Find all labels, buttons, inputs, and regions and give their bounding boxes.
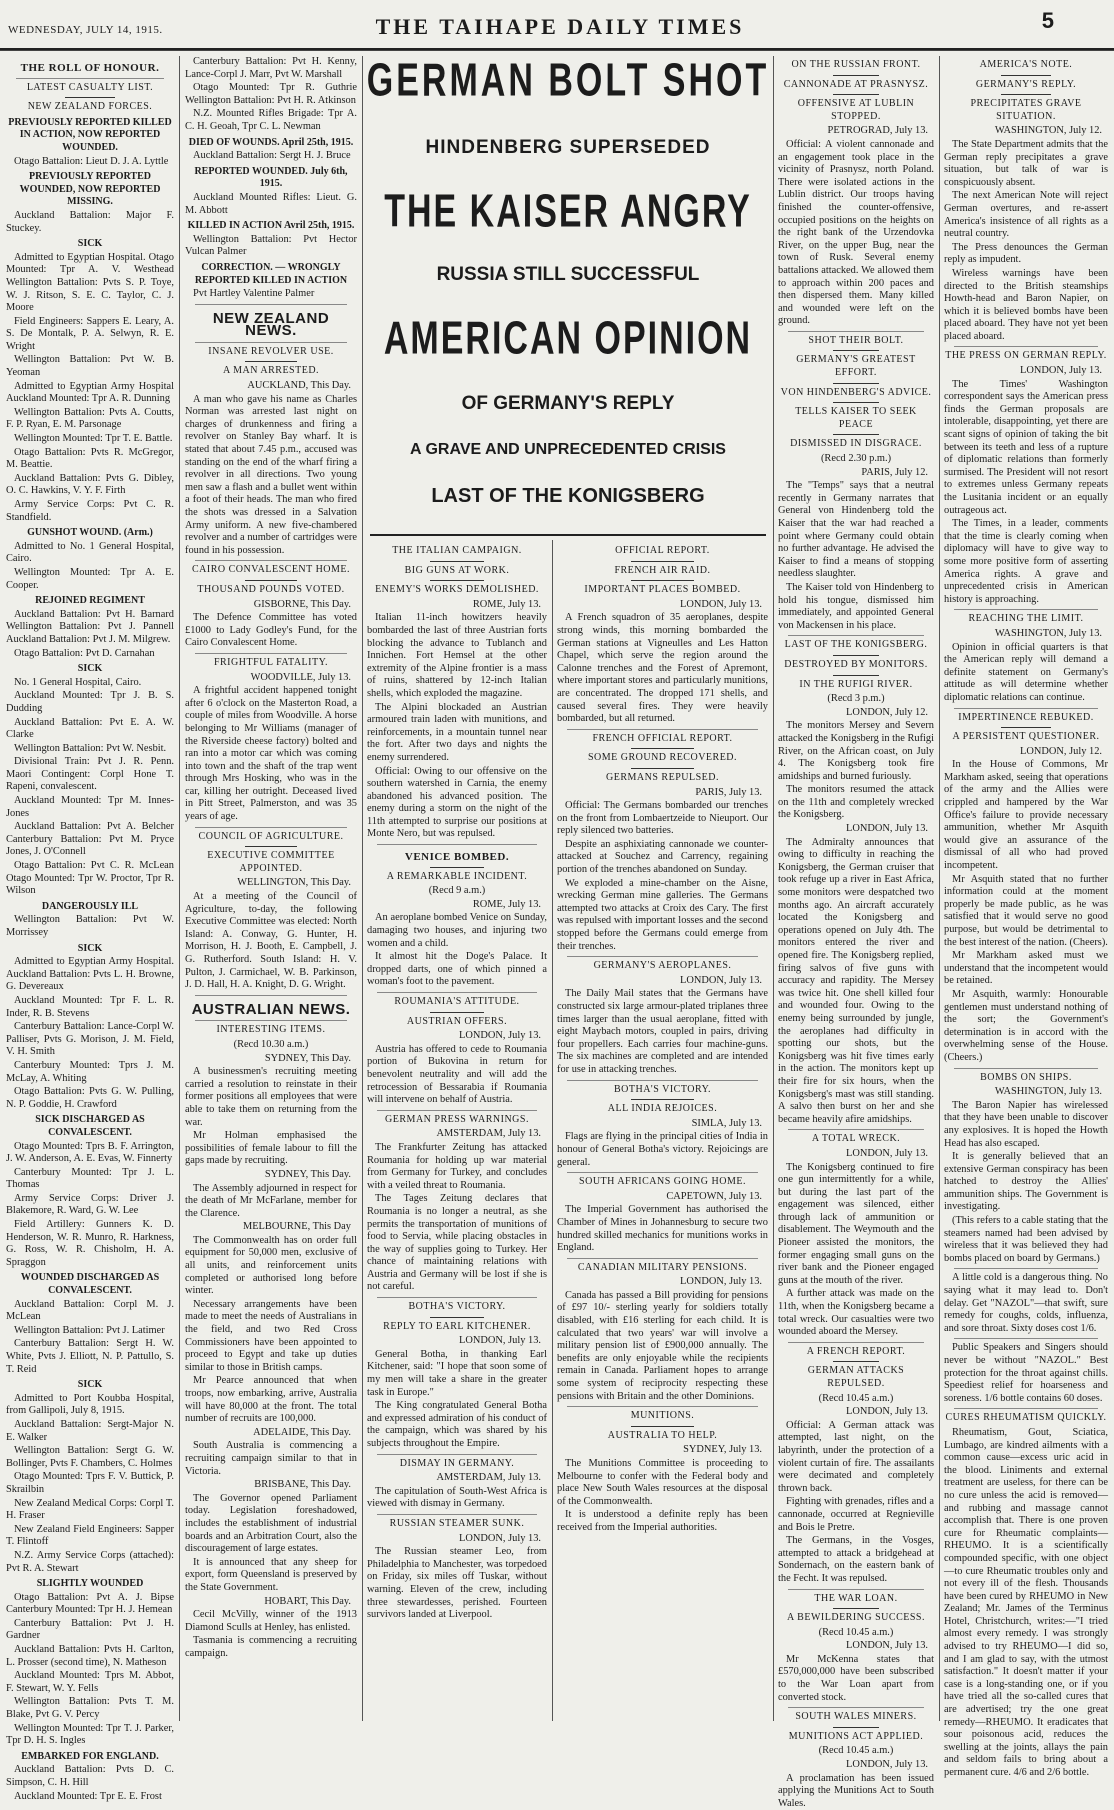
- headline-deck: A GRAVE AND UNPRECEDENTED CRISIS: [410, 441, 726, 458]
- article-paragraph: It almost hit the Doge's Palace. It dropped darts, one of which pinned a woman's foot to the pavement.: [367, 951, 547, 988]
- casualty-entry: Wellington Battalion: Pvt W. Morrissey: [6, 914, 174, 938]
- article-paragraph: Opinion in official quarters is that the American reply will demand a definite statement on Germany's attitude as will determine whether diplomatic relations can continue.: [944, 641, 1108, 703]
- casualty-entry: Divisional Train: Pvt J. R. Penn. Maori Contingent: Corpl Hone T. Rapeni, convalescent.: [6, 756, 174, 793]
- casualty-entry: Wellington Battalion: Pvts A. Coutts, F. P. Ryan, E. M. Parsonage: [6, 406, 174, 431]
- casualty-category: SICK DISCHARGED AS CONVALESCENT.: [35, 1114, 145, 1138]
- article-paragraph: It is announced that any sheep for export, form Queensland is preserved by the State Government.: [185, 1556, 357, 1593]
- casualty-category: REJOINED REGIMENT: [35, 595, 145, 607]
- article-paragraph: The Admiralty announces that owing to difficulty in reaching the Konigsberg, the German cruiser that took refuge up a river in East Africa, some monitors were despatched two months ago. An aircraft accurately located the Konigsberg and operations opened on July 4th. The monitors entered the river and opened fire. The Konigsberg replied, firing salvos of five guns with accuracy and rapidity. The Mersey was twice hit. One shell killed four and wounded four. Owing to the enemy being surrounded by jungle, the aeroplanes had difficulty in spotting our shots, but the Konigsberg was hit five times early in the action. The monitors kept up their fire for six hours, when the Konigsberg's mast was still standing. A salvo then burst on her and she became heavily afire amidships.: [778, 836, 934, 1125]
- article-paragraph: Mr Markham asked must we understand that the incompetent would be retained.: [944, 950, 1108, 987]
- casualty-entry: Wellington Mounted: Tpr A. E. Cooper.: [6, 566, 174, 591]
- casualty-entry: Admitted to Egyptian Army Hospital Auckland Mounted: Tpr A. R. Dunning: [6, 380, 174, 405]
- article-paragraph: South Australia is commencing a recruiting campaign similar to that in Victoria.: [185, 1440, 357, 1477]
- article-paragraph: The Munitions Committee is proceeding to Melbourne to confer with the Federal body and place New South Wales resources at the disposal of the Commonwealth.: [557, 1458, 768, 1507]
- casualty-entry: Canterbury Battalion: Pvt H. Kenny, Lance-Corpl J. Marr, Pvt W. Marshall: [185, 56, 357, 80]
- article-paragraph: The Russian steamer Leo, from Philadelphia to Manchester, was torpedoed on Friday, six miles off Tuskar, without warning. Eleven of the crew, including three stewardesses, perished. Fourteen survivors landed at Liverpool.: [367, 1546, 547, 1621]
- dateline: ADELAIDE, This Day.: [253, 1426, 351, 1438]
- main-headline-block: [362, 56, 774, 508]
- article-subheading: AUSTRALIA TO HELP.: [607, 1429, 718, 1441]
- casualty-entry: New Zealand Medical Corps: Corpl T. H. Fraser: [6, 1497, 174, 1522]
- casualty-entry: Otago Battalion: Pvts G. W. Pulling, N. P. Goddie, H. Crawford: [6, 1086, 174, 1110]
- casualty-category: SICK: [77, 1379, 103, 1391]
- dateline: PARIS, July 12.: [861, 466, 928, 478]
- article-subheading: CANNONADE AT PRASNYSZ.: [783, 78, 929, 90]
- dateline: PETROGRAD, July 13.: [827, 125, 928, 137]
- article-heading: BOMBS ON SHIPS.: [980, 1071, 1072, 1083]
- casualty-entry: Auckland Mounted: Tpr J. B. S. Dudding: [6, 690, 174, 714]
- article-heading: A TOTAL WRECK.: [811, 1133, 901, 1145]
- article-heading: ON THE RUSSIAN FRONT.: [791, 59, 921, 70]
- article-paragraph: Official: The Germans bombarded our trenches on the front from Lombaertzeide to Nieuport. Our reply silenced two batteries.: [557, 800, 768, 837]
- column-americas-note: [944, 56, 1108, 1778]
- article-paragraph: The Assembly adjourned in respect for the death of Mr McFarlane, member for the Clarence.: [185, 1182, 357, 1219]
- article-heading: COUNCIL OF AGRICULTURE.: [198, 830, 344, 842]
- article-paragraph: Despite an asphixiating cannonade we counter-attacked at Souchez and Carrency, regaining portion of the trenches abandoned on Sunday.: [557, 838, 768, 876]
- article-heading: LAST OF THE KONIGSBERG.: [784, 639, 928, 651]
- article-subheading: EXECUTIVE COMMITTEE APPOINTED.: [207, 850, 335, 874]
- article-paragraph: (This refers to a cable stating that the steamers named had been advised by wireless that it was believed they had bombs placed on board by Germans.): [944, 1215, 1108, 1264]
- article-paragraph: The Kaiser told von Hindenberg to hold his tongue, dismissed him immediately, and appointed General von Mackensen in his place.: [778, 581, 934, 631]
- casualty-entry: Auckland Battalion: Pvt E. A. W. Clarke: [6, 716, 174, 741]
- dateline: ROME, July 13.: [472, 898, 541, 910]
- dateline: AUCKLAND, This Day.: [247, 380, 351, 392]
- casualty-entry: Canterbury Battalion: Pvt J. H. Gardner: [6, 1617, 174, 1642]
- article-paragraph: The State Department admits that the German reply precipitates a grave situation, but talk of war is conspicuously absent.: [944, 138, 1108, 188]
- dateline: AMSTERDAM, July 13.: [436, 1472, 541, 1484]
- article-paragraph: Italian 11-inch howitzers heavily bombarded the last of three Austrian forts blocking the advance to Tublanch and Innichen. Fort Hemsel at the other extremity of the Alpine frontier is a mass of ruins, shattered by 12-inch Italian shells, which exploded the magazine.: [367, 612, 547, 699]
- column-russian-front: [778, 56, 934, 1809]
- casualty-entry: Otago Mounted: Tpr R. Guthrie Wellington Battalion: Pvt H. R. Atkinson: [185, 82, 357, 106]
- newspaper-title: THE TAIHAPE DAILY TIMES: [375, 14, 745, 39]
- casualty-entry: Army Service Corps: Pvt C. R. Standfield.: [6, 499, 174, 523]
- masthead-rule: [0, 50, 1114, 51]
- article-subheading: DESTROYED BY MONITORS.: [784, 658, 928, 670]
- casualty-entry: New Zealand Field Engineers: Sapper T. Flintoff: [6, 1523, 174, 1548]
- casualty-entry: Canterbury Mounted: Tprs J. M. McLay, A. Whiting: [6, 1059, 174, 1084]
- article-heading: CAIRO CONVALESCENT HOME.: [191, 564, 351, 576]
- received-time: (Recd 10.45 a.m.): [818, 1745, 894, 1757]
- casualty-category: GUNSHOT WOUND. (Arm.): [27, 527, 153, 539]
- casualty-entry: Pvt Hartley Valentine Palmer: [193, 288, 315, 300]
- article-heading: BOTHA'S VICTORY.: [613, 1083, 712, 1095]
- casualty-entry: Wellington Battalion: Pvt Hector Vulcan Palmer: [185, 233, 357, 258]
- article-heading: ROUMANIA'S ATTITUDE.: [394, 996, 520, 1007]
- casualty-entry: Auckland Mounted: Tprs M. Abbot, F. Stewart, W. Y. Fells: [6, 1670, 174, 1694]
- article-paragraph: At a meeting of the Council of Agriculture, to-day, the following Executive Committee was elected: North Island: A. Conway, G. Hunter, H. Morrison, H. J. Booth, E. Campbell, J. G. Rutherford. South Island: H. V. Pulton, J. Carmichael, W. B. Parkinson, J. D. Hall, H. A. Knight, D. G. Wright.: [185, 891, 357, 991]
- casualty-entry: Army Service Corps: Driver J. Blakemore, R. Ward, G. W. Lee: [6, 1192, 174, 1217]
- casualty-entry: Wellington Battalion: Sergt G. W. Bollinger, Pvts F. Chambers, C. Holmes: [6, 1445, 174, 1469]
- article-subheading: PRECIPITATES GRAVE SITUATION.: [970, 98, 1082, 122]
- casualty-entry: Wellington Battalion: Pvt J. Latimer: [14, 1324, 165, 1336]
- headline-deck: RUSSIA STILL SUCCESSFUL: [436, 264, 700, 285]
- casualty-entry: Auckland Battalion: Pvts D. C. Simpson, C. H. Hill: [6, 1764, 174, 1788]
- page-number: 5: [1041, 8, 1054, 33]
- article-paragraph: In the House of Commons, Mr Markham asked, seeing that operations of the army and the Allies were crippled and hampered by the War Office's failure to provide necessary ammunition, whether Mr Asquith would give an assurance of the dismissal of all who had proved incompetent.: [944, 759, 1108, 872]
- dateline: LONDON, July 12.: [846, 706, 928, 718]
- article-heading: THE ITALIAN CAMPAIGN.: [392, 545, 522, 556]
- article-paragraph: General Botha, in thanking Earl Kitchener, said: "I hope that soon some of my men will take a share in the greater task in Europe.": [367, 1348, 547, 1398]
- casualty-entry: No. 1 General Hospital, Cairo.: [14, 676, 142, 688]
- article-heading: AMERICA'S NOTE.: [979, 59, 1073, 70]
- dateline: LONDON, July 13.: [680, 974, 762, 986]
- article-subheading: FRENCH AIR RAID.: [614, 564, 711, 576]
- casualty-entry: Canterbury Mounted: Tpr J. L. Thomas: [6, 1166, 174, 1191]
- dateline: LONDON, July 13.: [459, 1030, 541, 1042]
- advertisement-heading: CURES RHEUMATISM QUICKLY.: [945, 1412, 1107, 1424]
- casualty-entry: Otago Battalion: Pvt C. R. McLean Otago Mounted: Tpr W. Proctor, Tpr R. Wilson: [6, 860, 174, 897]
- headline-deck: LAST OF THE KONIGSBERG: [431, 485, 705, 507]
- article-paragraph: Official: Owing to our offensive on the southern watershed in Carnia, the enemy abandoned his advanced position. The enemy during a storm on the night of the 11th attempted to surprise our positions at Monte Nero, but was repulsed.: [367, 765, 547, 840]
- casualty-category: SICK: [77, 663, 103, 675]
- article-paragraph: The Frankfurter Zeitung has attacked Roumania for holding up war material from Germany for Turkey, and concludes with a veiled threat to Roumania.: [367, 1141, 547, 1191]
- casualty-entry: N.Z. Army Service Corps (attached): Pvt R. A. Stewart: [6, 1549, 174, 1574]
- casualty-category: KILLED IN ACTION Avril 25th, 1915.: [187, 220, 355, 232]
- article-heading: FRENCH OFFICIAL REPORT.: [592, 732, 733, 744]
- dateline: LONDON, July 13.: [1020, 365, 1102, 377]
- dateline: LONDON, July 13.: [846, 823, 928, 835]
- casualty-entry: Wellington Battalion: Pvts T. M. Blake, Pvt G. V. Percy: [6, 1696, 174, 1721]
- dateline: LONDON, July 13.: [846, 1406, 928, 1418]
- article-heading: INSANE REVOLVER USE.: [208, 345, 334, 357]
- article-paragraph: The Alpini blockaded an Austrian armoured train laden with munitions, and reinforcements, in a mountain tunnel near the fort. After two days and nights the enemy surrendered.: [367, 701, 547, 763]
- dateline: LONDON, July 13.: [680, 1276, 762, 1288]
- article-paragraph: The Press denounces the German reply as impudent.: [944, 241, 1108, 266]
- dateline: SYDNEY, This Day.: [264, 1052, 351, 1064]
- article-subheading: A PERSISTENT QUESTIONER.: [952, 731, 1100, 743]
- headline-main: AMERICAN OPINION: [383, 313, 753, 365]
- article-subheading: INTERESTING ITEMS.: [216, 1024, 326, 1036]
- casualty-entry: Otago Battalion: Lieut D. J. A. Lyttle: [14, 155, 169, 167]
- casualty-category: EMBARKED FOR ENGLAND.: [21, 1750, 159, 1762]
- received-time: (Recd 10.45 a.m.): [818, 1626, 894, 1638]
- article-paragraph: Mr McKenna states that £570,000,000 have been subscribed to the War Loan apart from converted stock.: [778, 1653, 934, 1703]
- article-heading: SOUTH WALES MINERS.: [795, 1711, 917, 1723]
- casualty-entry: Auckland Battalion: Pvt A. Belcher Canterbury Battalion: Pvt M. Pryce Jones, J. O'Connell: [6, 821, 174, 858]
- casualty-category: CORRECTION. — WRONGLY REPORTED KILLED IN ACTION: [194, 261, 348, 286]
- casualty-entry: Wellington Mounted: Tpr T. J. Parker, Tpr D. H. S. Ingles: [6, 1722, 174, 1747]
- section-heading: AUSTRALIAN NEWS.: [191, 1000, 351, 1018]
- article-subheading: THOUSAND POUNDS VOTED.: [197, 583, 345, 595]
- dateline: WASHINGTON, July 13.: [994, 1086, 1102, 1098]
- dateline: LONDON, July 13.: [846, 1640, 928, 1652]
- casualty-category: DANGEROUSLY ILL: [41, 900, 139, 912]
- advertisement: Public Speakers and Singers should never be without "NAZOL." Best protection for the throat against chills. Speediest relief for hoarseness and soreness. 1/6 bottle contains 60 doses.: [944, 1342, 1108, 1404]
- article-paragraph: The Imperial Government has authorised the Chamber of Mines in Johannesburg to secure two hundred skilled mechanics for munitions works in England.: [557, 1204, 768, 1254]
- dateline: HOBART, This Day.: [264, 1595, 351, 1607]
- dateline: LONDON, July 13.: [846, 1759, 928, 1771]
- article-subheading: ALL INDIA REJOICES.: [607, 1103, 718, 1115]
- casualty-category: SICK: [77, 238, 103, 250]
- article-subheading: SOME GROUND RECOVERED.: [587, 752, 738, 764]
- dateline: WASHINGTON, July 13.: [994, 627, 1102, 639]
- article-subheading: TELLS KAISER TO SEEK PEACE: [795, 406, 917, 430]
- issue-date: WEDNESDAY, JULY 14, 1915.: [8, 24, 163, 36]
- article-subheading: BIG GUNS AT WORK.: [404, 564, 510, 576]
- article-paragraph: The Daily Mail states that the Germans have constructed six large armour-plated triplanes three times larger than the usual aeroplane, fitted with eight Maybach motors, coupled in pairs, driving four propellers. Each carries four machine-guns. The six machines are completed and are intended for use in attacking trenches.: [557, 988, 768, 1075]
- dateline: PARIS, July 13.: [695, 786, 762, 798]
- article-paragraph: A French squadron of 35 aeroplanes, despite strong winds, this morning bombarded the German stations at Vigneulles and Les Hatton Chapel, which serve the region around the Calonne trenches and the Forest of Apremont, where important stores and particularly munitions, are concentrated. The dropped 171 shells, and caused several fires. They were heavily bombarded, but all returned.: [557, 612, 768, 725]
- article-heading: DISMAY IN GERMANY.: [399, 1457, 515, 1469]
- casualty-category: PREVIOUSLY REPORTED WOUNDED, NOW REPORTED MISSING.: [19, 171, 161, 208]
- dateline: SIMLA, July 13.: [691, 1117, 762, 1129]
- article-paragraph: Tasmania is commencing a recruiting campaign.: [185, 1635, 357, 1659]
- article-paragraph: We exploded a mine-chamber on the Aisne, wrecking German mine galleries. The Germans attempted two attacks at Croix des Cary. The first was repulsed with important losses and the second stopped before the Germans could emerge from their trenches.: [557, 877, 768, 952]
- casualty-entry: Field Engineers: Sappers E. Leary, A. S. De Montalk, P. A. Selwyn, R. E. Wright: [6, 315, 174, 352]
- article-heading: SHOT THEIR BOLT.: [808, 334, 904, 346]
- article-paragraph: Official: A German attack was attempted, last night, on the labyrinth, under the protection of a violent curtain of fire. The assailants were decimated and completely thrown back.: [778, 1419, 934, 1494]
- casualty-category: REPORTED WOUNDED. July 6th, 1915.: [194, 165, 348, 190]
- article-paragraph: Mr Holman emphasised the possibilities of female labour to fill the gaps made by recruiting.: [185, 1130, 357, 1167]
- casualty-entry: Admitted to Port Koubba Hospital, from Gallipoli, July 8, 1915.: [6, 1392, 174, 1417]
- masthead: [0, 0, 1114, 50]
- article-paragraph: The "Temps" says that a neutral recently in Germany narrates that General von Hindenberg told the Kaiser that the war had reached a point where Germany could obtain no further advantage. He advised the Kaiser to find a means of stopping needless slaughter.: [778, 480, 934, 580]
- article-paragraph: A man who gave his name as Charles Norman was arrested last night on charges of drunkenness and firing a revolver on Stanley Bay wharf. It is stated that about 7.45 p.m., accused was standing on the end of the wharf firing a revolver in all directions. Two young men saw a flash and a bullet went within a foot of their heads. The man who fired the shots was dressed in a Salvation Army uniform. A new five-chambered revolver and a number of cartridges were found in his possession.: [185, 393, 357, 556]
- article-heading: MUNITIONS.: [630, 1410, 695, 1422]
- article-heading: OFFICIAL REPORT.: [615, 545, 710, 556]
- article-heading: REACHING THE LIMIT.: [968, 613, 1084, 625]
- article-paragraph: The King congratulated General Botha and expressed admiration of his conduct of the campaign, which was shared by his subjects throughout the Empire.: [367, 1400, 547, 1449]
- article-paragraph: An aeroplane bombed Venice on Sunday, damaging two houses, and injuring two women and a child.: [367, 912, 547, 949]
- article-paragraph: Canada has passed a Bill providing for pensions of £97 10/- sterling yearly for soldiers totally disabled, with £16 sterling for each child. It is calculated that two years' war will involve a military pension list of £900,000 annually. The benefits are only enjoyable while the recipients remain in Canada. Parliament hopes to arrange some system of reciprocity respecting these pensions with Britain and the other Dominions.: [557, 1289, 768, 1402]
- article-paragraph: The capitulation of South-West Africa is viewed with dismay in Germany.: [367, 1485, 547, 1510]
- casualty-category: PREVIOUSLY REPORTED KILLED IN ACTION, NOW REPORTED WOUNDED.: [8, 116, 172, 153]
- article-heading: FRIGHTFUL FATALITY.: [213, 656, 329, 668]
- casualty-entry: Field Artillery: Gunners K. D. Henderson, W. R. Munro, R. Harkness, G. Ross, W. R. Chisholm, H. A. Spraggon: [6, 1219, 174, 1268]
- article-paragraph: The Governor opened Parliament today. Legislation foreshadowed, includes the establishment of industrial boards and an Arbitration Court, also the discouragement of large estates.: [185, 1492, 357, 1555]
- casualty-entry: Otago Battalion: Pvt D. Carnahan: [14, 647, 155, 659]
- column-new-zealand-news: [185, 56, 357, 1721]
- column-rule: [939, 56, 940, 1721]
- casualty-entry: Wellington Battalion: Pvt W. Nesbit.: [14, 742, 167, 754]
- article-subheading: GERMANY'S GREATEST EFFORT.: [796, 354, 916, 379]
- article-paragraph: Flags are flying in the principal cities of India in honour of General Botha's victory. Rejoicings are general.: [557, 1131, 768, 1168]
- dateline: AMSTERDAM, July 13.: [436, 1128, 541, 1140]
- casualty-entry: Wellington Battalion: Pvt W. B. Yeoman: [6, 354, 174, 379]
- casualty-entry: N.Z. Mounted Rifles Brigade: Tpr A. C. H. Geoah, Tpr C. L. Newman: [185, 108, 357, 132]
- article-paragraph: The Defence Committee has voted £1000 to Lady Godley's Fund, for the Cairo Convalescent Home.: [185, 612, 357, 649]
- article-subheading: GERMANS REPULSED.: [606, 771, 719, 783]
- dateline: WOODVILLE, July 13.: [250, 671, 351, 683]
- casualty-entry: Auckland Battalion: Pvt H. Barnard Wellington Battalion: Pvt J. Pannell Auckland Battalion: Pvt J. M. Milgrew.: [6, 608, 174, 645]
- dateline: MELBOURNE, This Day: [242, 1221, 351, 1233]
- dateline: SYDNEY, July 13.: [683, 1444, 762, 1456]
- article-paragraph: The Times, in a leader, comments that the time is clearly coming when diplomacy will have to give way to some more positive form of asserting America rights. A grave and unprecedented crisis in American history is approaching.: [944, 518, 1108, 605]
- article-subheading: NEW ZEALAND FORCES.: [27, 101, 153, 113]
- article-paragraph: Official: A violent cannonade and an engagement took place in the vicinity of Prasnysz, north Poland. There were isolated actions in the Lublin district. Our troops having finished the counter-offensive, occupied positions on the heights on the right bank of the Urzendovka River, on the upper Bug, near the town of Rusk. Several enemy battalions attacked. We allowed them to approach within 200 paces and then dispersed them. Many killed and wounded were left on the ground.: [778, 138, 934, 327]
- article-heading: VENICE BOMBED.: [404, 851, 510, 864]
- dateline: LONDON, July 13.: [459, 1335, 541, 1347]
- article-paragraph: Mr Asquith stated that no further information could at the moment properly be made public, as he was satisfied that it would serve no good purpose, but would be detrimental to the best interest of the nation. (Cheers).: [944, 873, 1108, 948]
- casualty-entry: Auckland Mounted: Tpr M. Innes-Jones: [6, 795, 174, 819]
- casualty-entry: Auckland Mounted: Tpr F. L. R. Inder, R. B. Stevens: [6, 994, 174, 1019]
- article-paragraph: Mr Pearce announced that when troops, now embarking, arrive, Australia will have 80,000 at the front. The total number of recruits are 100,000.: [185, 1375, 357, 1425]
- article-paragraph: The monitors Mersey and Severn attacked the Konigsberg in the Rufigi River, on the African coast, on July 4. The Konigsberg took fire amidships and burned furiously.: [778, 720, 934, 782]
- casualty-category: WOUNDED DISCHARGED AS CONVALESCENT.: [20, 1272, 160, 1297]
- casualty-entry: Otago Mounted: Tprs F. V. Buttick, P. Skrailbin: [6, 1471, 174, 1495]
- casualty-entry: Auckland Battalion: Pvts H. Carlton, L. Prosser (second time), N. Matheson: [6, 1644, 174, 1668]
- dateline: ROME, July 13.: [472, 598, 541, 610]
- received-time: (Recd 10.30 a.m.): [233, 1038, 309, 1050]
- article-subheading: IN THE RUFIGI RIVER.: [799, 678, 913, 690]
- dateline: LONDON, July 12.: [1020, 745, 1102, 757]
- article-paragraph: It is generally believed that an extensive German conspiracy has been hatched to destroy the Allies' ammunition ships. The Government is investigating.: [944, 1151, 1108, 1213]
- casualty-entry: Canterbury Battalion: Sergt H. W. White, Pvts J. Elliott, N. P. Pattullo, S. T. Reid: [6, 1338, 174, 1375]
- casualty-entry: Auckland Battalion: Corpl M. J. McLean: [6, 1298, 174, 1323]
- article-paragraph: Necessary arrangements have been made to meet the needs of Australians in the field, and two Red Cross Commissioners have been appointed to proceed to Egypt and take up duties similar to those in British camps.: [185, 1298, 357, 1373]
- article-paragraph: A further attack was made on the 11th, when the Konigsberg became a total wreck. Our casualties were two wounded aboard the Mersey.: [778, 1288, 934, 1338]
- article-paragraph: It is understood a definite reply has been received from the Imperial authorities.: [557, 1509, 768, 1533]
- dateline: SYDNEY, This Day.: [264, 1168, 351, 1180]
- article-paragraph: The Baron Napier has wirelessed that they have been unable to discover any explosives. It is hoped the Howth Head has also escaped.: [944, 1099, 1108, 1149]
- casualty-category: SLIGHTLY WOUNDED: [36, 1578, 144, 1590]
- dateline: GISBORNE, This Day.: [253, 598, 351, 610]
- column-roll-of-honour: [6, 56, 174, 1802]
- article-paragraph: A proclamation has been issued applying the Munitions Act to South Wales.: [778, 1772, 934, 1809]
- article-heading: GERMANY'S AEROPLANES.: [593, 960, 732, 972]
- column-rule: [179, 56, 180, 1721]
- article-paragraph: The Germans, in the Vosges, attempted to attack a bridgehead at Sondernach, on the eastern bank of the Fecht. It was repulsed.: [778, 1535, 934, 1584]
- article-paragraph: Cecil McVilly, winner of the 1913 Diamond Sculls at Henley, has enlisted.: [185, 1609, 357, 1633]
- article-heading: GERMAN PRESS WARNINGS.: [385, 1113, 529, 1125]
- casualty-entry: Admitted to Egyptian Army Hospital. Auckland Battalion: Pvts L. H. Browne, G. Devereaux: [6, 956, 174, 993]
- casualty-entry: Auckland Mounted Rifles: Lieut. G. M. Abbott: [185, 191, 357, 216]
- received-time: (Recd 2.30 p.m.): [820, 453, 892, 465]
- article-paragraph: Austria has offered to cede to Roumania portion of Bukovina in return for benevolent neutrality and will add the retrocession of Bessarabia if Roumania will intervene on behalf of Austria.: [367, 1043, 547, 1106]
- article-subheading: DISMISSED IN DISGRACE.: [790, 438, 922, 450]
- casualty-entry: Admitted to No. 1 General Hospital, Cairo.: [6, 540, 174, 565]
- advertisement: A little cold is a dangerous thing. No saying what it may lead to. Don't delay. Get "NAZOL"—that swift, sure remedy for coughs, colds, influenza, and sore throat. Sixty doses cost 1/6.: [944, 1272, 1108, 1334]
- article-paragraph: Mr Asquith, warmly: Honourable gentlemen must understand nothing of the sort; the Government's determination is in accord with the overwhelming sense of the House. (Cheers.): [944, 988, 1108, 1063]
- received-time: (Recd 10.45 a.m.): [818, 1392, 894, 1404]
- article-subheading: OFFENSIVE AT LUBLIN STOPPED.: [797, 98, 915, 122]
- section-heading: NEW ZEALAND NEWS.: [212, 309, 330, 340]
- article-heading: THE ROLL OF HONOUR.: [20, 62, 160, 74]
- dateline: WASHINGTON, July 12.: [994, 125, 1102, 137]
- column-italian-campaign: [367, 542, 547, 1721]
- article-heading: IMPERTINENCE REBUKED.: [958, 711, 1094, 723]
- casualty-entry: Wellington Mounted: Tpr T. E. Battle.: [14, 433, 173, 445]
- received-time: (Recd 3 p.m.): [827, 693, 885, 705]
- casualty-entry: Auckland Battalion: Major F. Stuckey.: [6, 209, 174, 234]
- article-subheading: IMPORTANT PLACES BOMBED.: [584, 584, 741, 596]
- column-rule: [552, 540, 553, 1721]
- casualty-category: DIED OF WOUNDS. April 25th, 1915.: [188, 136, 354, 148]
- dateline: CAPETOWN, July 13.: [666, 1190, 762, 1202]
- casualty-entry: Otago Battalion: Pvt A. J. Bipse Canterbury Mounted: Tpr H. J. Hemean: [6, 1591, 174, 1616]
- received-time: (Recd 9 a.m.): [428, 885, 486, 897]
- dateline: WELLINGTON, This Day.: [237, 877, 351, 889]
- casualty-entry: Canterbury Battalion: Lance-Corpl W. Palliser, Pvts G. Morison, J. M. Field, V. H. Smith: [6, 1021, 174, 1058]
- casualty-category: SICK: [77, 942, 103, 954]
- article-subheading: A REMARKABLE INCIDENT.: [386, 870, 528, 882]
- article-heading: RUSSIAN STEAMER SUNK.: [389, 1517, 525, 1529]
- article-subheading: VON HINDENBERG'S ADVICE.: [780, 386, 932, 398]
- article-paragraph: The monitors resumed the attack on the 11th and completely wrecked the Konigsberg.: [778, 784, 934, 821]
- article-heading: CANADIAN MILITARY PENSIONS.: [577, 1261, 748, 1273]
- casualty-entry: Admitted to Egyptian Hospital. Otago Mounted: Tpr A. V. Westhead Wellington Battalion: Pvts S. P. Toye, W. J. Ritson, S. E. C. Taylor, C. J. Moore: [6, 251, 174, 314]
- article-heading: THE WAR LOAN.: [814, 1592, 898, 1604]
- article-subheading: REPLY TO EARL KITCHENER.: [383, 1320, 531, 1332]
- article-paragraph: Fighting with grenades, rifles and a cannonade, occurred at Regnieville and Bois le Pretre.: [778, 1496, 934, 1533]
- article-subheading: MUNITIONS ACT APPLIED.: [788, 1730, 924, 1742]
- casualty-entry: Otago Mounted: Tprs B. F. Arrington, J. W. Anderson, A. E. Evas, W. Finnerty: [6, 1140, 174, 1165]
- article-heading: SOUTH AFRICANS GOING HOME.: [579, 1176, 746, 1188]
- article-subheading: ENEMY'S WORKS DEMOLISHED.: [375, 584, 539, 596]
- casualty-entry: Auckland Battalion: Sergt H. J. Bruce: [193, 150, 351, 162]
- headline-main: GERMAN BOLT SHOT: [366, 55, 770, 107]
- dateline: LONDON, July 13.: [846, 1147, 928, 1159]
- casualty-entry: Auckland Battalion: Pvts G. Dibley, O. C. Hawkins, V. Y. F. Firth: [6, 472, 174, 497]
- article-subheading: GERMAN ATTACKS REPULSED.: [807, 1365, 905, 1389]
- casualty-entry: Auckland Mounted: Tpr E. E. Frost: [14, 1790, 162, 1802]
- dateline: LONDON, July 13.: [459, 1532, 541, 1544]
- article-subheading: GERMANY'S REPLY.: [975, 78, 1077, 90]
- article-paragraph: Wireless warnings have been directed to the British steamships Howth-head and Baron Napier, on which it is believed bombs have been placed aboard. They have not yet been placed aboard.: [944, 267, 1108, 342]
- article-subheading: LATEST CASUALTY LIST.: [26, 81, 154, 93]
- column-official-report: [557, 542, 768, 1721]
- article-paragraph: The Times' Washington correspondent says the American press finds the German proposals are intolerable, disappointing, yet there are scant signs of opinion of taking the bit between its teeth and less of a rupture of diplomatic relations than formerly surmised. The President will not resort to extremes unless Germany repeats the Lusitania incident or an equally outrageous act.: [944, 378, 1108, 516]
- article-subheading: AUSTRIAN OFFERS.: [406, 1015, 508, 1027]
- article-paragraph: The next American Note will reject German overtures, and re-assert America's insistence of all rights as a neutral country.: [944, 190, 1108, 240]
- casualty-entry: Auckland Battalion: Sergt-Major N. E. Walker: [6, 1418, 174, 1443]
- casualty-entry: Otago Battalion: Pvts R. McGregor, M. Beattie.: [6, 446, 174, 471]
- dateline: BRISBANE, This Day.: [254, 1479, 351, 1491]
- dateline: LONDON, July 13.: [680, 598, 762, 610]
- headline-deck: OF GERMANY'S REPLY: [461, 393, 675, 414]
- article-heading: A FRENCH REPORT.: [806, 1345, 906, 1357]
- article-subheading: A MAN ARRESTED.: [222, 365, 320, 377]
- advertisement: Rheumatism, Gout, Sciatica, Lumbago, are kindred ailments with a common cause—excess uric acid in the blood. Liniments and external treatment are useless, for there can be no cure unless the acid is removed—and rubbing and massage cannot accomplish that. There is one proven cure for Rheumatic complaints—RHEUMO. It is a scientifically compounded specific, with one object—to cure Rheumatic troubles only and not every ill of the flesh. Thousands have been cured by RHEUMO in New Zealand; Mr. James of the Terminus Hotel, Christchurch, writes:—"I tried almost every remedy. I was strongly advised to try RHEUMO—I did so, and I am glad to say, with the utmost satisfaction." It doesn't matter if your case is a long-standing one, or if you have tried all the so-called cures that are advertised; try the one great remedy—RHEUMO. It eradicates that sour poisonous acid, reduces the swelling at the joints, allays the pain and seldom fails to bring about a permanent cure. 4/6 and 2/6 bottle.: [944, 1426, 1108, 1778]
- article-paragraph: The Commonwealth has on order full equipment for 50,000 men, exclusive of all units, and reinforcement units completed or authorised long before winter.: [185, 1234, 357, 1297]
- headline-deck: HINDENBERG SUPERSEDED: [425, 137, 711, 158]
- headline-rule: [370, 534, 766, 536]
- article-paragraph: The Konigsberg continued to fire one gun intermittently for a while, but during the last part of the engagement was silenced, either through lack of ammunition or disablement. The Weymouth and the Pioneer assisted the monitors, the former engaging small guns on the river bank and the Pioneer engaged guns at the mouth of the river.: [778, 1161, 934, 1286]
- article-paragraph: A businessmen's recruiting meeting carried a resolution to reinstate in their former positions all employees that were able to take them on returning from the war.: [185, 1066, 357, 1128]
- article-heading: BOTHA'S VICTORY.: [408, 1301, 506, 1313]
- article-subheading: A BEWILDERING SUCCESS.: [787, 1612, 925, 1624]
- article-paragraph: The Tages Zeitung declares that Roumania is no longer a neutral, as she permits the transportation of munitions of food to Servia, while placing obstacles in the way of supplies going to Turkey. Her chance of maintaining relations with Austria and Germany will be lost if she is not careful.: [367, 1193, 547, 1293]
- article-heading: THE PRESS ON GERMAN REPLY.: [945, 350, 1107, 362]
- headline-main: THE KAISER ANGRY: [384, 186, 752, 238]
- article-paragraph: A frightful accident happened tonight after 6 o'clock on the Masterton Road, a couple of miles from Woodville. A horse belonging to Mr Williams (manager of the Riverside cheese factory) bolted and ran into a motor car which was coming into town and the shaft of the trap went through Mrs Hosking, who was in the car, killing her outright. Deceased lived in Pitt Street, Palmerston, and was 35 years of age.: [185, 685, 357, 823]
